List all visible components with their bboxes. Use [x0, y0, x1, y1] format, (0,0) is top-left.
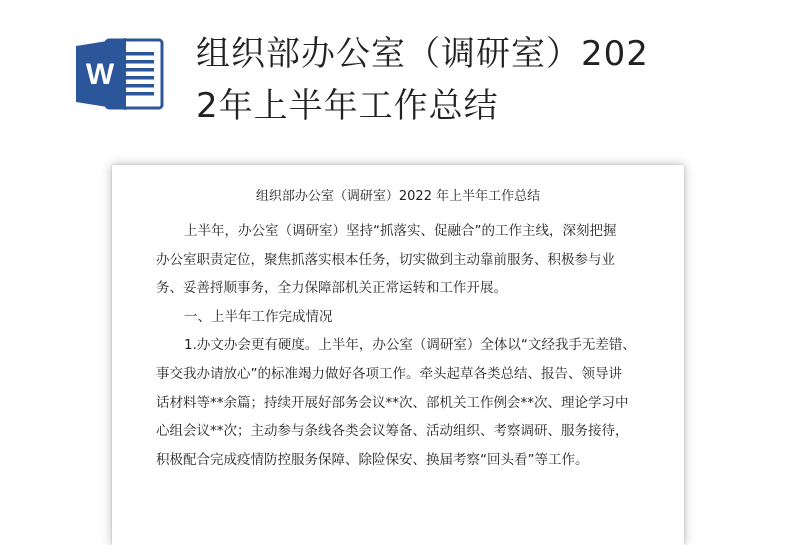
svg-text:W: W [85, 58, 115, 91]
page-title-line-1: 组织部办公室（调研室）202 [196, 34, 649, 74]
section-heading: 一、上半年工作完成情况 [184, 308, 333, 325]
paragraph-line: 心组会议**次；主动参与条线各类会议筹备、活动组织、考察调研、服务接待， [156, 423, 629, 440]
paragraph-line: 上半年，办公室（调研室）坚持“抓落实、促融合”的工作主线，深刻把握 [184, 223, 617, 239]
header [0, 0, 800, 160]
document-body [156, 217, 642, 474]
paragraph-line: 积极配合完成疫情防控服务保障、除险保安、换届考察“回头看”等工作。 [156, 451, 589, 468]
paragraph-line: 务、妥善捋顺事务，全力保障部机关正常运转和工作开展。 [156, 280, 507, 297]
paragraph-line: 办公室职责定位，聚焦抓落实根本任务，切实做到主动靠前服务、积极参与业 [156, 251, 615, 268]
paragraph-line: 事交我办请放心”的标准竭力做好各项工作。牵头起草各类总结、报告、领导讲 [156, 365, 622, 382]
page-title-line-2: 2年上半年工作总结 [196, 86, 499, 126]
word-document-icon [76, 36, 164, 112]
paragraph-line: 话材料等**余篇；持续开展好部务会议**次、部机关工作例会**次、理论学习中 [156, 394, 629, 411]
paragraph-line: 1.办文办会更有硬度。上半年，办公室（调研室）全体以“文经我手无差错、 [184, 337, 636, 354]
document-page [112, 165, 684, 545]
document-title: 组织部办公室（调研室）2022 年上半年工作总结 [255, 189, 541, 204]
page-title [196, 28, 666, 132]
